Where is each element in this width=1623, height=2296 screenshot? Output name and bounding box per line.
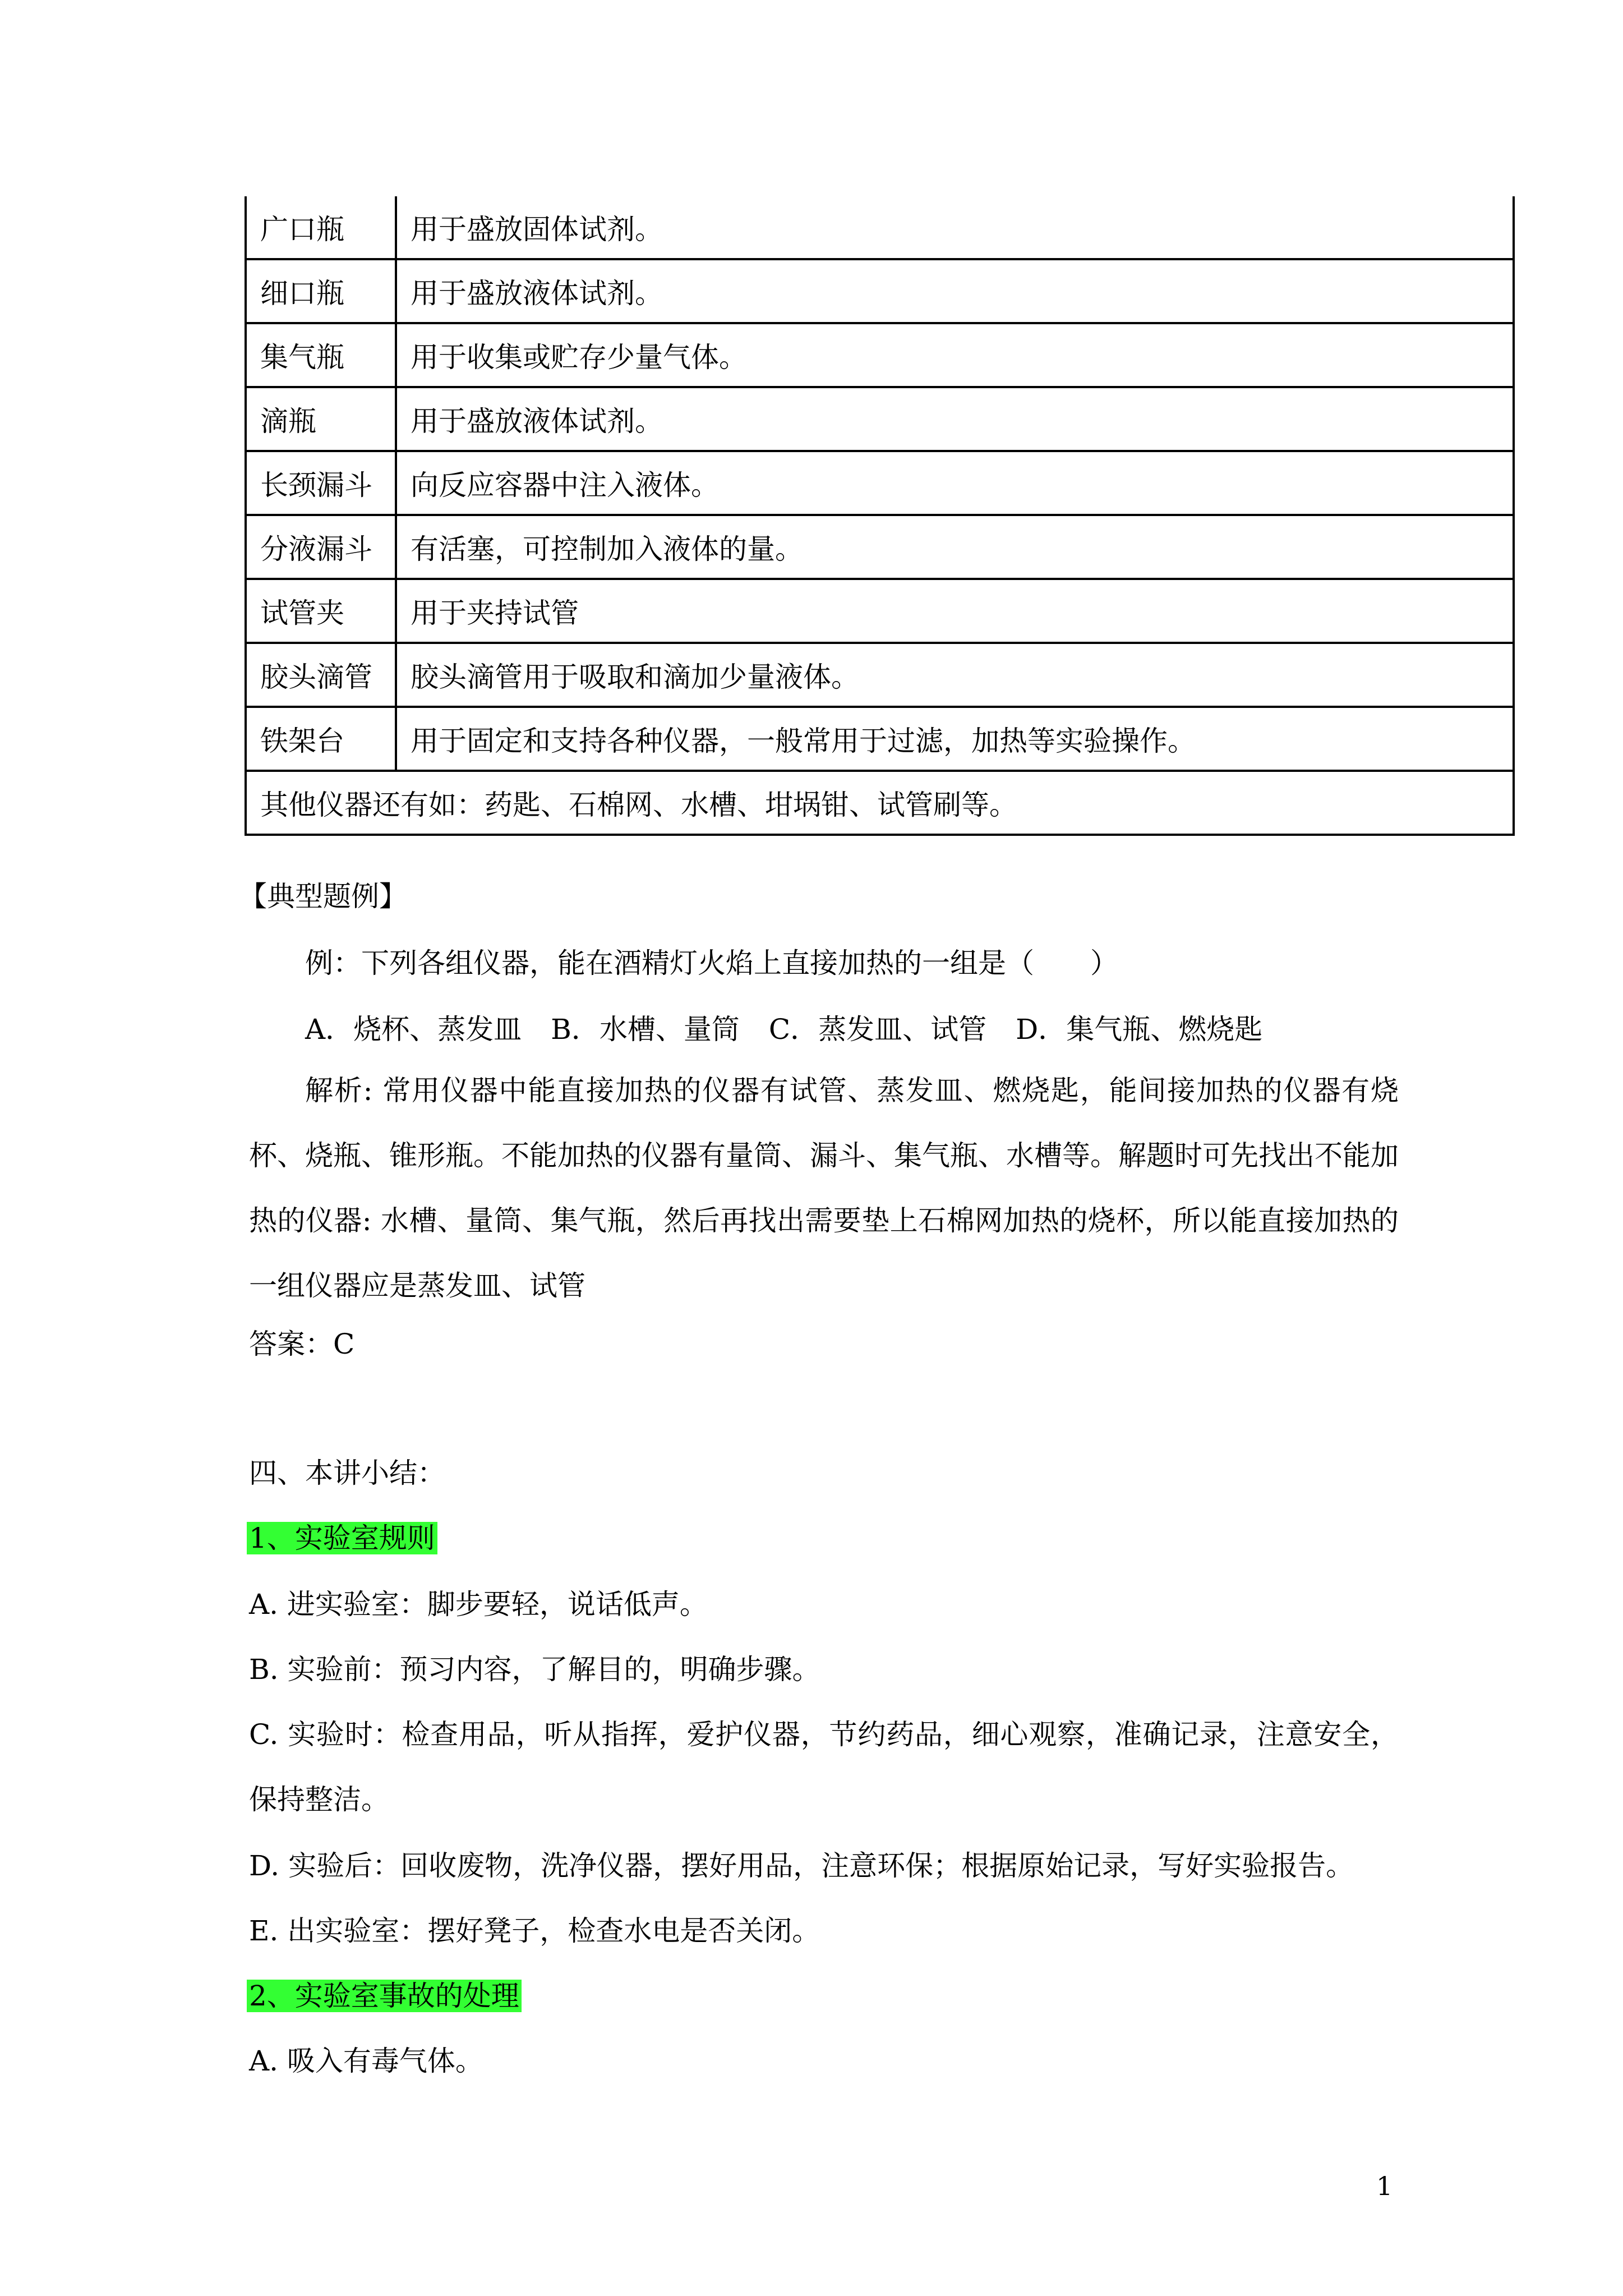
apparatus-use: 胶头滴管用于吸取和滴加少量液体。 xyxy=(396,643,1514,707)
apparatus-use: 用于盛放液体试剂。 xyxy=(396,259,1514,323)
rule-item: B. 实验前：预习内容，了解目的，明确步骤。 xyxy=(249,1653,820,1686)
apparatus-name: 铁架台 xyxy=(246,707,396,771)
highlighted-title: 1、实验室规则 xyxy=(247,1522,437,1554)
example-options xyxy=(305,1013,1292,1046)
apparatus-use: 有活塞，可控制加入液体的量。 xyxy=(396,515,1514,579)
apparatus-name: 试管夹 xyxy=(246,579,396,643)
option-b: B．水槽、量筒 xyxy=(551,1013,740,1046)
table-row xyxy=(246,451,1514,515)
table-row xyxy=(246,323,1514,387)
apparatus-use: 用于固定和支持各种仪器，一般常用于过滤，加热等实验操作。 xyxy=(396,707,1514,771)
apparatus-use: 用于收集或贮存少量气体。 xyxy=(396,323,1514,387)
rule-item: C. 实验时：检查用品，听从指挥，爱护仪器，节约药品，细心观察，准确记录，注意安全，保持整洁。 xyxy=(249,1718,1399,1816)
table-row xyxy=(246,515,1514,579)
rule-item: A. 进实验室：脚步要轻，说话低声。 xyxy=(249,1588,708,1621)
other-apparatus-note: 其他仪器还有如：药匙、石棉网、水槽、坩埚钳、试管刷等。 xyxy=(246,771,1514,835)
option-a: A．烧杯、蒸发皿 xyxy=(305,1013,522,1046)
table-row xyxy=(246,196,1514,259)
table-row xyxy=(246,579,1514,643)
table-row xyxy=(246,259,1514,323)
accident-item: A. 吸入有毒气体。 xyxy=(249,2045,483,2077)
example-analysis: 解析: 常用仪器中能直接加热的仪器有试管、蒸发皿、燃烧匙，能间接加热的仪器有烧杯、烧瓶、锥形瓶。不能加热的仪器有量筒、漏斗、集气瓶、水槽等。解题时可先找出不能加热的仪器: 水槽、量筒、集气瓶，然后再找出需要垫上石棉网加热的烧杯，所以能直接加热的一组仪器应是蒸发皿、试管 xyxy=(249,1074,1399,1302)
apparatus-name: 分液漏斗 xyxy=(246,515,396,579)
apparatus-use: 向反应容器中注入液体。 xyxy=(396,451,1514,515)
apparatus-use: 用于夹持试管 xyxy=(396,579,1514,643)
example-heading: 【典型题例】 xyxy=(239,880,407,913)
apparatus-name: 胶头滴管 xyxy=(246,643,396,707)
example-question: 例：下列各组仪器，能在酒精灯火焰上直接加热的一组是（ ） xyxy=(305,947,1118,979)
highlighted-title: 2、实验室事故的处理 xyxy=(247,1980,522,2012)
apparatus-name: 滴瓶 xyxy=(246,387,396,451)
rule-item: E. 出实验室：摆好凳子，检查水电是否关闭。 xyxy=(249,1915,820,1947)
apparatus-use: 用于盛放液体试剂。 xyxy=(396,387,1514,451)
table-footer-row xyxy=(246,771,1514,835)
apparatus-name: 长颈漏斗 xyxy=(246,451,396,515)
page-number: 1 xyxy=(1376,2171,1393,2201)
apparatus-use: 用于盛放固体试剂。 xyxy=(396,196,1514,259)
option-d: D．集气瓶、燃烧匙 xyxy=(1016,1013,1263,1046)
apparatus-name: 集气瓶 xyxy=(246,323,396,387)
table-row xyxy=(246,707,1514,771)
section-accidents-title xyxy=(247,1979,522,2013)
rule-item: D. 实验后：回收废物，洗净仪器，摆好用品，注意环保；根据原始记录，写好实验报告。 xyxy=(249,1849,1354,1882)
apparatus-name: 细口瓶 xyxy=(246,259,396,323)
example-answer: 答案：C xyxy=(249,1328,355,1360)
table-row xyxy=(246,387,1514,451)
summary-heading: 四、本讲小结： xyxy=(249,1457,445,1489)
apparatus-table xyxy=(245,196,1515,836)
option-c: C．蒸发皿、试管 xyxy=(768,1013,987,1046)
apparatus-name: 广口瓶 xyxy=(246,196,396,259)
section-rules-title xyxy=(247,1521,437,1555)
table-row xyxy=(246,643,1514,707)
